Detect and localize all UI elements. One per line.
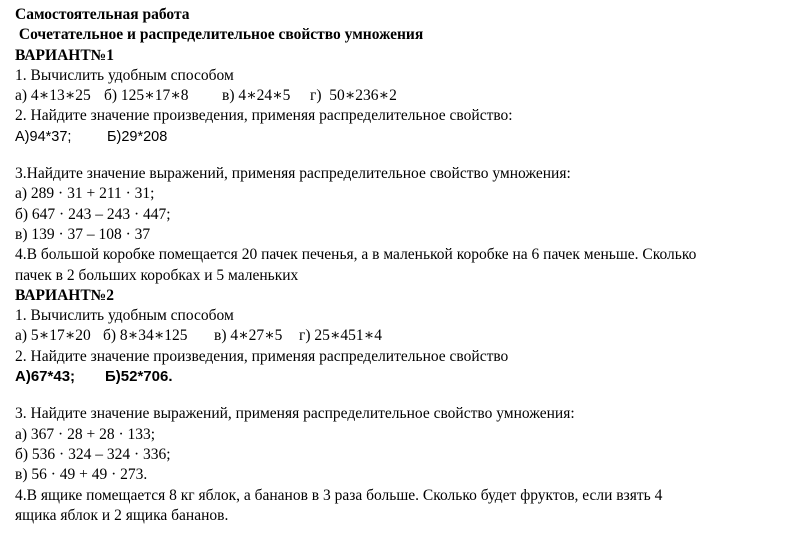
variant1-task1-option-c: в) 4∗24∗5 (222, 87, 291, 105)
worksheet-title: Самостоятельная работа (15, 6, 190, 23)
variant2-task3-item-c: в) 56 · 49 + 49 · 273. (15, 466, 148, 484)
variant1-task3-item-b: б) 647 · 243 – 243 · 447; (15, 205, 171, 223)
variant2-task2-options (15, 367, 795, 387)
variant2-task1-option-c: в) 4∗27∗5 (214, 327, 283, 345)
variant2-task1-option-d: г) 25∗451∗4 (299, 327, 382, 345)
variant2-task4-line1: 4.В ящике помещается 8 кг яблок, а бананов в 3 раза больше. Сколько будет фруктов, если взять 4 (15, 486, 663, 504)
variant1-task2-option-a: А)94*37; (15, 128, 72, 145)
variant1-task3-item-c: в) 139 · 37 – 108 · 37 (15, 225, 151, 243)
variant1-task2-prompt: 2. Найдите значение произведения, применяя распределительное свойство: (15, 107, 513, 125)
variant1-heading: ВАРИАНТ№1 (15, 46, 114, 64)
variant1-task2-options (15, 127, 795, 147)
spacer (15, 147, 795, 164)
variant2-task2-option-b: Б)52*706. (105, 368, 173, 386)
variant1-task1-options (15, 86, 795, 106)
variant1-task2-option-b: Б)29*208 (107, 128, 168, 145)
variant2-task1-options (15, 326, 795, 346)
variant2-task3-prompt: 3. Найдите значение выражений, применяя распределительное свойство умножения: (15, 405, 575, 423)
variant1-task1-option-a: а) 4∗13∗25 (15, 87, 91, 105)
variant1-task1-prompt: 1. Вычислить удобным способом (15, 66, 234, 84)
variant1-task4-line2: пачек в 2 больших коробках и 5 маленьких (15, 266, 299, 284)
variant2-task2-option-a: А)67*43; (15, 368, 76, 386)
variant2-heading: ВАРИАНТ№2 (15, 286, 114, 304)
variant2-task1-option-b: б) 8∗34∗125 (103, 327, 188, 345)
variant1-task4-line1: 4.В большой коробке помещается 20 пачек печенья, а в маленькой коробке на 6 пачек меньше. Сколько (15, 246, 697, 264)
variant1-task3-item-a: а) 289 · 31 + 211 · 31; (15, 185, 155, 203)
worksheet-subtitle: Сочетательное и распределительное свойство умножения (15, 26, 424, 44)
variant2-task1-option-a: а) 5∗17∗20 (15, 327, 91, 345)
spacer (15, 387, 795, 404)
variant2-task4-line2: ящика яблок и 2 ящика бананов. (15, 506, 229, 524)
variant1-task1-option-b: б) 125∗17∗8 (104, 87, 189, 105)
variant2-task3-item-a: а) 367 · 28 + 28 · 133; (15, 425, 156, 443)
variant2-task2-prompt: 2. Найдите значение произведения, применяя распределительное свойство (15, 347, 509, 365)
variant1-task1-option-d: г) 50∗236∗2 (310, 87, 397, 105)
variant2-task3-item-b: б) 536 · 324 – 324 · 336; (15, 445, 171, 463)
variant1-task3-prompt: 3.Найдите значение выражений, применяя распределительное свойство умножения: (15, 165, 571, 183)
variant2-task1-prompt: 1. Вычислить удобным способом (15, 307, 234, 325)
